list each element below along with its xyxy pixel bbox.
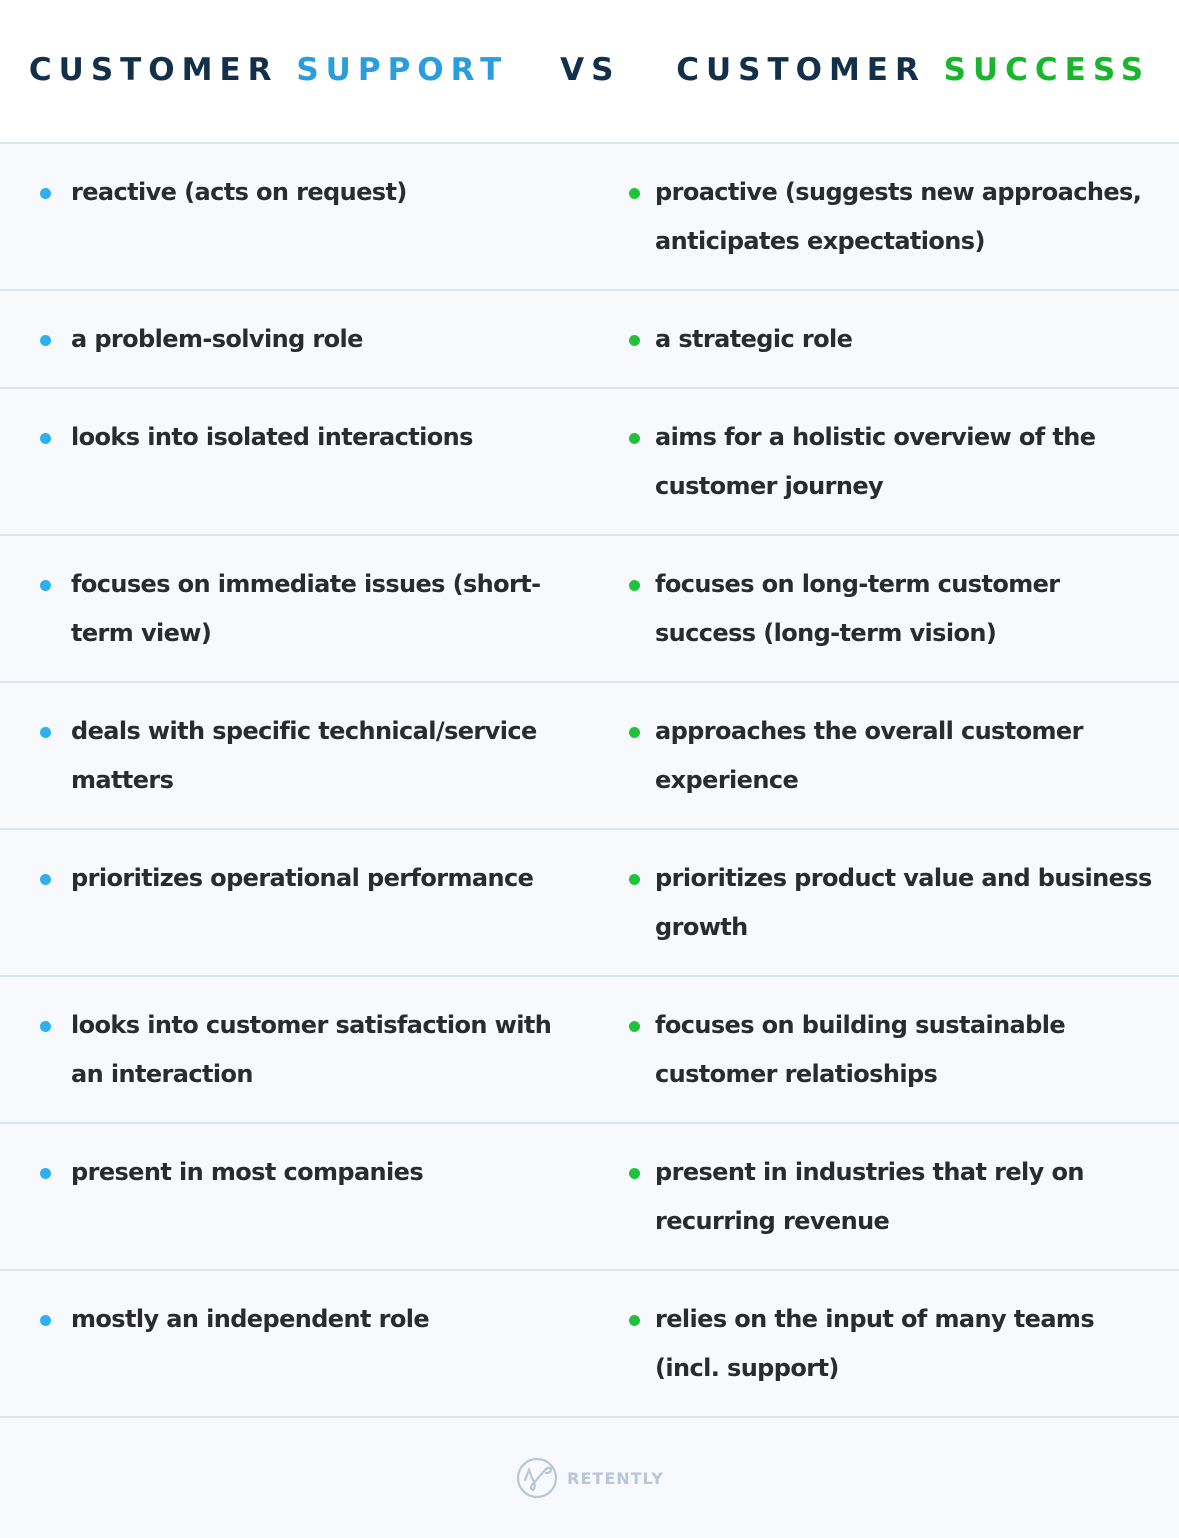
support-text: reactive (acts on request) <box>71 178 407 206</box>
bullet-icon <box>40 1168 51 1179</box>
table-row <box>0 977 1179 1124</box>
success-cell <box>589 315 1179 364</box>
bullet-icon <box>40 874 51 885</box>
success-text: a strategic role <box>655 325 853 353</box>
table-row <box>0 830 1179 977</box>
bullet-icon <box>629 727 640 738</box>
support-cell <box>0 854 589 952</box>
support-text: a problem-solving role <box>71 325 363 353</box>
bullet-icon <box>40 1315 51 1326</box>
support-cell <box>0 1148 589 1246</box>
table-row <box>0 1271 1179 1418</box>
success-cell <box>589 413 1179 511</box>
title-customer-1: CUSTOMER <box>28 52 279 88</box>
support-text: prioritizes operational performance <box>71 864 534 892</box>
support-cell <box>0 1295 589 1393</box>
bullet-icon <box>629 188 640 199</box>
bullet-icon <box>629 1315 640 1326</box>
bullet-icon <box>629 580 640 591</box>
success-cell <box>589 854 1179 952</box>
support-text: looks into isolated interactions <box>71 423 473 451</box>
bullet-icon <box>40 433 51 444</box>
bullet-icon <box>629 335 640 346</box>
table-row <box>0 683 1179 830</box>
title-success: SUCCESS <box>943 52 1151 88</box>
success-cell <box>589 707 1179 805</box>
support-text: mostly an independent role <box>71 1305 430 1333</box>
support-text: present in most companies <box>71 1158 424 1186</box>
success-text: aims for a holistic overview of the customer journey <box>655 423 1096 500</box>
bullet-icon <box>40 580 51 591</box>
support-cell <box>0 560 589 658</box>
table-row <box>0 536 1179 683</box>
bullet-icon <box>40 727 51 738</box>
bullet-icon <box>40 1021 51 1032</box>
support-cell <box>0 315 589 364</box>
title-customer-2: CUSTOMER <box>676 52 926 88</box>
footer <box>0 1418 1179 1538</box>
support-text: focuses on immediate issues (short-term view) <box>71 570 541 647</box>
support-cell <box>0 413 589 511</box>
success-cell <box>589 168 1179 266</box>
retently-logo <box>515 1456 664 1500</box>
support-text: looks into customer satisfaction with an interaction <box>71 1011 552 1088</box>
table-row <box>0 291 1179 389</box>
success-text: proactive (suggests new approaches, anticipates expectations) <box>655 178 1142 255</box>
success-cell <box>589 1001 1179 1099</box>
title-vs: VS <box>560 52 621 88</box>
bullet-icon <box>629 1168 640 1179</box>
success-text: present in industries that rely on recurring revenue <box>655 1158 1084 1235</box>
table-row <box>0 144 1179 291</box>
table-row <box>0 1124 1179 1271</box>
comparison-table <box>0 144 1179 1418</box>
header <box>0 0 1179 144</box>
bullet-icon <box>40 335 51 346</box>
retently-logo-icon <box>515 1456 559 1500</box>
success-text: focuses on long-term customer success (long-term vision) <box>655 570 1060 647</box>
page-title <box>29 52 1150 88</box>
bullet-icon <box>40 188 51 199</box>
bullet-icon <box>629 1021 640 1032</box>
success-text: approaches the overall customer experience <box>655 717 1083 794</box>
support-cell <box>0 707 589 805</box>
success-cell <box>589 1148 1179 1246</box>
logo-text: RETENTLY <box>567 1468 664 1488</box>
support-text: deals with specific technical/service matters <box>71 717 537 794</box>
success-text: prioritizes product value and business growth <box>655 864 1152 941</box>
support-cell <box>0 1001 589 1099</box>
support-cell <box>0 168 589 266</box>
success-cell <box>589 560 1179 658</box>
bullet-icon <box>629 433 640 444</box>
success-text: relies on the input of many teams (incl. support) <box>655 1305 1095 1382</box>
success-text: focuses on building sustainable customer relatioships <box>655 1011 1066 1088</box>
title-support: SUPPORT <box>296 52 509 88</box>
success-cell <box>589 1295 1179 1393</box>
bullet-icon <box>629 874 640 885</box>
table-row <box>0 389 1179 536</box>
